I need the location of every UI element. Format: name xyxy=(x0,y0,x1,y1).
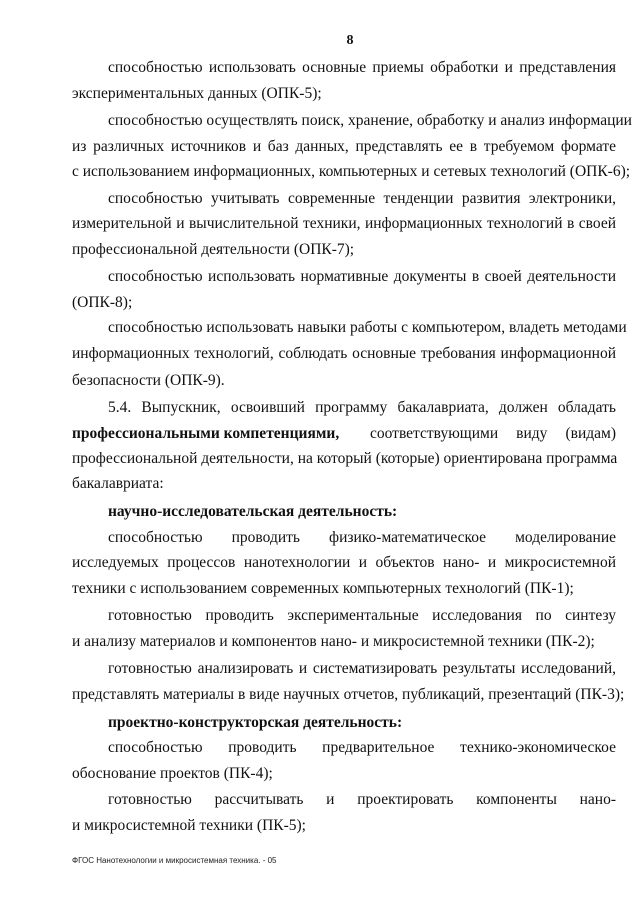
bold-term: профессиональными компетенциями, xyxy=(72,425,340,442)
section-heading: научно-исследовательская деятельность: xyxy=(108,503,398,520)
text-line: способностью использовать основные приемы обработки и представления xyxy=(108,59,616,76)
text-line: из различных источников и баз данных, представлять ее в требуемом формате xyxy=(72,138,616,155)
text-line: способностью проводить предварительное технико-экономическое xyxy=(108,739,616,756)
section-heading: проектно-конструкторская деятельность: xyxy=(108,714,403,731)
text-line: готовностью проводить экспериментальные исследования по синтезу xyxy=(108,607,616,624)
text-line: и анализу материалов и компонентов нано- и микросистемной техники (ПК-2); xyxy=(72,633,595,650)
text-fragment: соответствующими виду (видам) xyxy=(370,425,616,442)
text-line: способностью учитывать современные тенденции развития электроники, xyxy=(108,190,616,207)
text-line: безопасности (ОПК-9). xyxy=(72,372,225,389)
text-line: обоснование проектов (ПК-4); xyxy=(72,765,273,782)
page-number: 8 xyxy=(346,33,354,48)
text-line: способностью осуществлять поиск, хранение, обработку и анализ информации xyxy=(108,112,632,129)
text-line: исследуемых процессов нанотехнологии и объектов нано- и микросистемной xyxy=(72,554,616,571)
text-line: профессиональной деятельности (ОПК-7); xyxy=(72,241,355,258)
text-line: готовностью анализировать и систематизировать результаты исследований, xyxy=(108,660,616,677)
text-line: способностью использовать навыки работы с компьютером, владеть методами xyxy=(108,319,627,336)
text-line: готовностью рассчитывать и проектировать компоненты нано- xyxy=(108,791,616,808)
text-line: способностью использовать нормативные документы в своей деятельности xyxy=(108,268,616,285)
text-line: 5.4. Выпускник, освоивший программу бакалавриата, должен обладать xyxy=(108,399,616,416)
text-line: и микросистемной техники (ПК-5); xyxy=(72,817,306,834)
text-line: (ОПК-8); xyxy=(72,294,133,311)
text-line: техники с использованием современных компьютерных технологий (ПК-1); xyxy=(72,580,574,597)
text-line: бакалавриата: xyxy=(72,475,164,492)
text-line: способностью проводить физико-математическое моделирование xyxy=(108,529,616,546)
text-line: измерительной и вычислительной техники, информационных технологий в своей xyxy=(72,215,616,232)
text-line: информационных технологий, соблюдать основные требования информационной xyxy=(72,345,616,362)
text-line: представлять материалы в виде научных отчетов, публикаций, презентаций (ПК-3); xyxy=(72,686,625,703)
text-line: экспериментальных данных (ОПК-5); xyxy=(72,85,322,102)
footer-text: ФГОС Нанотехнологии и микросистемная техника. - 05 xyxy=(72,856,277,865)
text-line: с использованием информационных, компьютерных и сетевых технологий (ОПК-6); xyxy=(72,163,631,180)
text-line: профессиональной деятельности, на который (которые) ориентирована программа xyxy=(72,450,618,467)
text-line-split xyxy=(72,424,616,444)
